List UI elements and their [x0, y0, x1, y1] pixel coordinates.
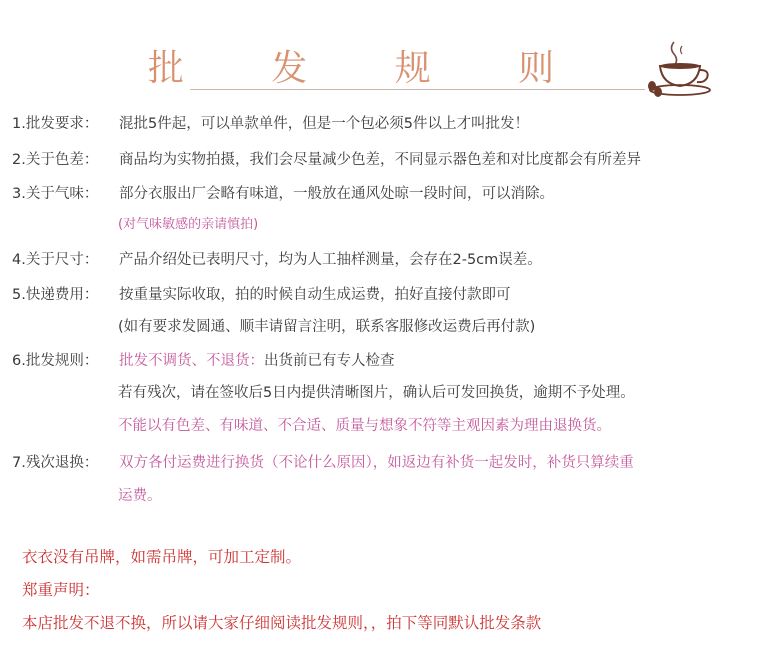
rule-text: 产品介绍处已表明尺寸，均为人工抽样测量，会存在2-5cm误差。: [119, 252, 542, 268]
rule-label: 5.快递费用：: [12, 287, 99, 303]
rule-5-note: (如有要求发圆通、顺丰请留言注明，联系客服修改运费后再付款): [118, 319, 536, 335]
rule-3: [12, 182, 554, 203]
title-divider: [190, 89, 645, 90]
rule-7-continuation: 运费。: [118, 488, 162, 504]
rule-label: 4.关于尺寸：: [12, 252, 99, 268]
rule-label: 3.关于气味：: [12, 186, 99, 202]
note-tag: 衣衣没有吊牌，如需吊牌，可加工定制。: [22, 548, 302, 566]
rule-text: 双方各付运费进行换货（不论什么原因），如返边有补货一起发时，补货只算续重: [119, 455, 634, 471]
rule-text: 部分衣服出厂会略有味道，一般放在通风处晾一段时间，可以消除。: [119, 186, 554, 202]
rule-label: 1.批发要求：: [12, 116, 99, 132]
rule-pink-text: 批发不调货、不退货：: [119, 353, 264, 369]
note-declaration-heading: 郑重声明：: [22, 581, 100, 599]
rule-5: [12, 283, 511, 304]
rule-6-note: 不能以有色差、有味道、不合适、质量与想象不符等主观因素为理由退换货。: [118, 418, 611, 434]
rule-label: 6.批发规则：: [12, 353, 99, 369]
rule-text: 出货前已有专人检查: [264, 353, 395, 369]
page-title: 批 发 规 则: [147, 48, 593, 89]
rule-6-detail: 若有残次，请在签收后5日内提供清晰图片，确认后可发回换货，逾期不予处理。: [118, 385, 635, 401]
rule-text: 混批5件起，可以单款单件，但是一个包必须5件以上才叫批发！: [119, 116, 529, 132]
rule-7: [12, 451, 634, 472]
rule-text: 商品均为实物拍摄，我们会尽量减少色差，不同显示器色差和对比度都会有所差异: [119, 152, 641, 168]
rule-1: [12, 112, 529, 133]
rule-6: [12, 349, 395, 370]
coffee-cup-icon: [644, 38, 716, 100]
rule-4: [12, 248, 542, 269]
rule-3-note: (对气味敏感的亲请慎拍): [118, 217, 259, 232]
rule-2: [12, 148, 641, 169]
rule-text: 按重量实际收取，拍的时候自动生成运费，拍好直接付款即可: [119, 287, 511, 303]
note-declaration: 本店批发不退不换，所以请大家仔细阅读批发规则，，拍下等同默认批发条款: [22, 614, 542, 632]
rule-label: 2.关于色差：: [12, 152, 99, 168]
rule-label: 7.残次退换：: [12, 455, 99, 471]
